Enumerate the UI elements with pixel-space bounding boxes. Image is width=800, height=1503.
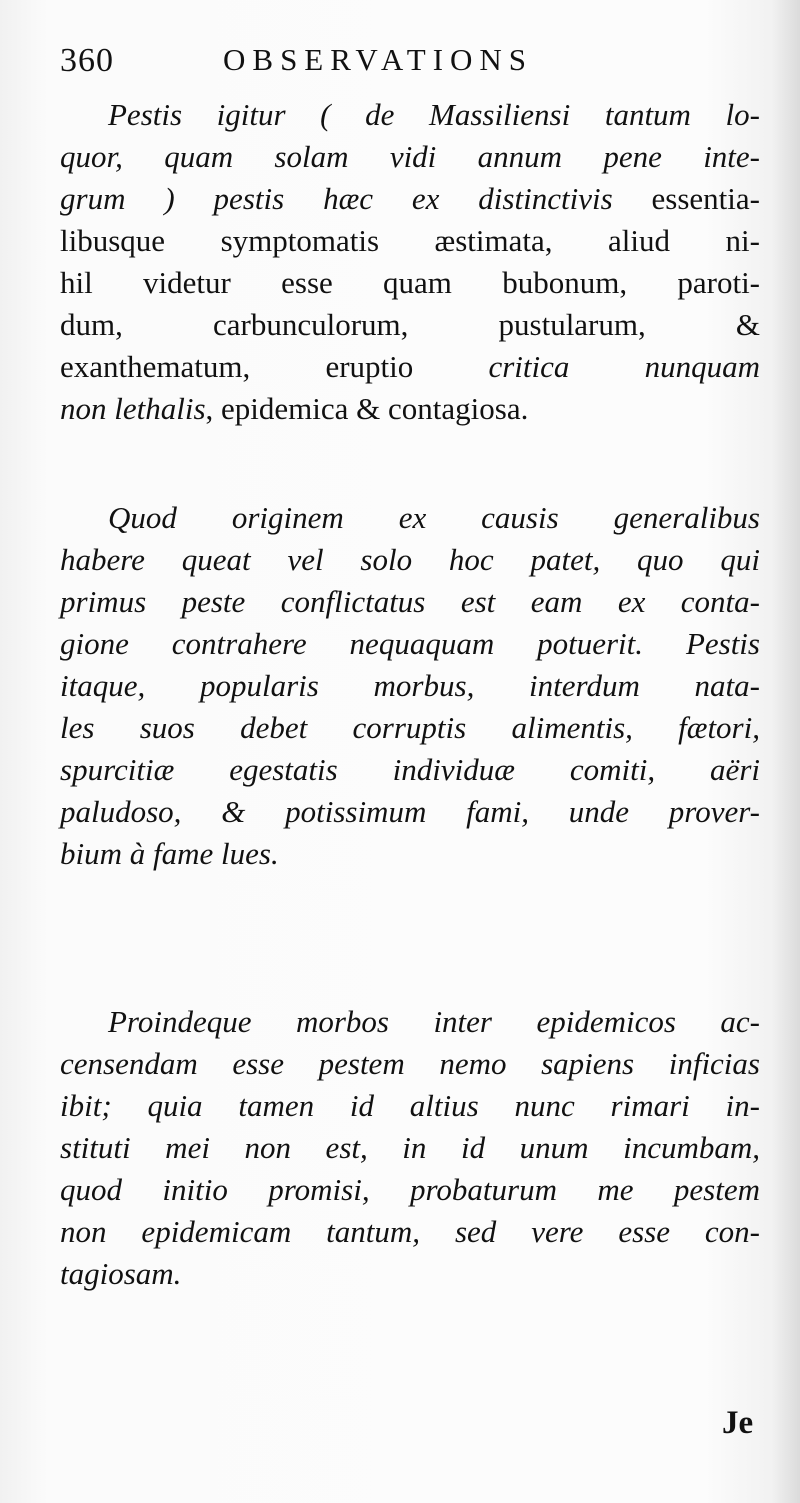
text-line [60, 388, 760, 430]
text-line [60, 1043, 760, 1085]
text-segment: Quod originem ex causis generalibus [108, 500, 760, 535]
text-line [60, 665, 760, 707]
paragraph-1 [60, 94, 760, 430]
text-segment: grum ) pestis hæc ex distinctivis [60, 181, 613, 216]
text-segment: exanthematum, eruptio [60, 349, 489, 384]
text-line [60, 1253, 760, 1295]
paragraph-2 [60, 497, 760, 875]
text-segment: non lethalis [60, 391, 206, 426]
running-head: OBSERVATIONS [223, 42, 534, 77]
text-line [60, 94, 760, 136]
text-line [60, 791, 760, 833]
text-line [60, 304, 760, 346]
text-segment: gione contrahere nequaquam potuerit. Pestis [60, 626, 760, 661]
text-line [60, 1169, 760, 1211]
text-segment: quod initio promisi, probaturum me pestem [60, 1172, 760, 1207]
text-line [60, 346, 760, 388]
text-line [60, 497, 760, 539]
text-segment: itaque, popularis morbus, interdum nata- [60, 668, 760, 703]
text-segment: , epidemica & contagiosa. [205, 391, 529, 426]
text-line [60, 220, 760, 262]
text-segment: bium à fame lues. [60, 836, 279, 871]
text-line [60, 262, 760, 304]
text-segment: primus peste conflictatus est eam ex conta- [60, 584, 760, 619]
paragraph-3 [60, 1001, 760, 1295]
text-segment: non epidemicam tantum, sed vere esse con- [60, 1214, 760, 1249]
text-segment: stituti mei non est, in id unum incumbam, [60, 1130, 760, 1165]
page-number: 360 [60, 42, 114, 79]
text-segment: essentia- [612, 181, 760, 216]
catchword: Je [722, 1405, 754, 1441]
text-line [60, 539, 760, 581]
text-segment: Pestis igitur ( de Massiliensi tantum lo- [108, 97, 760, 132]
text-line [60, 136, 760, 178]
text-segment: les suos debet corruptis alimentis, fætori, [60, 710, 760, 745]
text-line [60, 623, 760, 665]
text-segment: quor, quam solam vidi annum pene inte- [60, 139, 760, 174]
text-segment: Proindeque morbos inter epidemicos ac- [108, 1004, 760, 1039]
text-line [60, 707, 760, 749]
text-line [60, 1211, 760, 1253]
text-segment: dum, carbunculorum, pustularum, & [60, 307, 760, 342]
text-line [60, 178, 760, 220]
page-edge-shadow [772, 0, 800, 1503]
text-line [60, 1127, 760, 1169]
text-line [60, 1085, 760, 1127]
text-segment: ibit; quia tamen id altius nunc rimari in- [60, 1088, 760, 1123]
text-segment: spurcitiæ egestatis individuæ comiti, aëri [60, 752, 760, 787]
text-segment: censendam esse pestem nemo sapiens inficias [60, 1046, 760, 1081]
text-segment: tagiosam. [60, 1256, 182, 1291]
text-line [60, 833, 760, 875]
text-line [60, 1001, 760, 1043]
text-line [60, 749, 760, 791]
text-segment: habere queat vel solo hoc patet, quo qui [60, 542, 760, 577]
text-segment: paludoso, & potissimum fami, unde prover- [60, 794, 760, 829]
page-header [60, 42, 760, 88]
text-segment: libusque symptomatis æstimata, aliud ni- [60, 223, 760, 258]
text-segment: hil videtur esse quam bubonum, paroti- [60, 265, 760, 300]
text-segment: critica nunquam [488, 349, 761, 384]
text-line [60, 581, 760, 623]
